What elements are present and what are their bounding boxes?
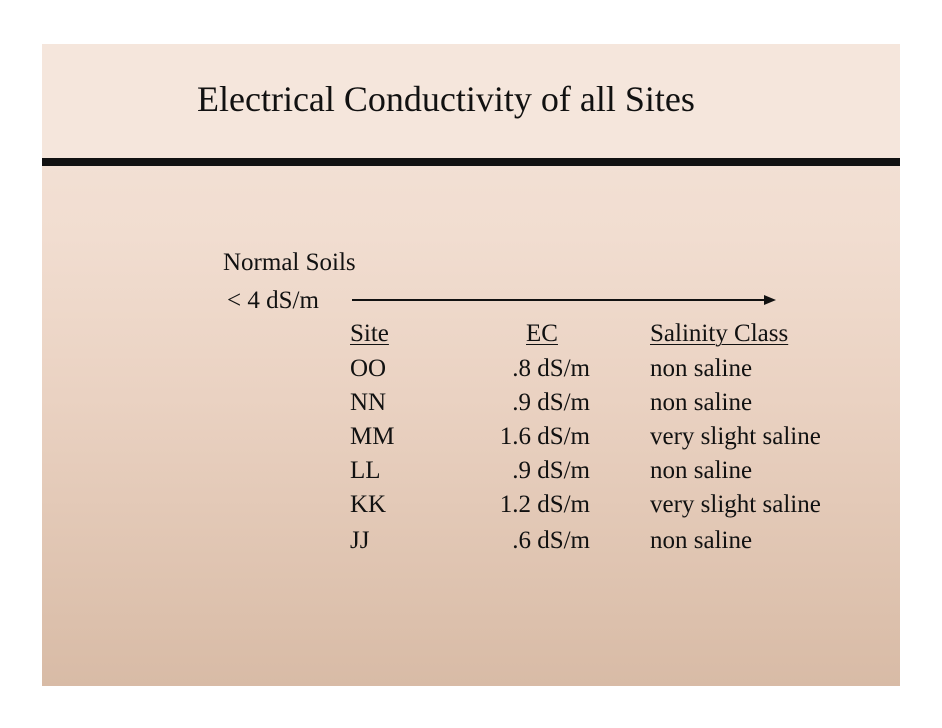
cell-salinity-class: very slight saline	[650, 423, 821, 450]
normal-soils-label: Normal Soils	[223, 249, 356, 276]
cell-site: LL	[350, 457, 381, 484]
cell-salinity-class: non saline	[650, 389, 753, 416]
cell-salinity-class: non saline	[650, 527, 753, 554]
title-divider	[42, 158, 900, 166]
cell-ec: .8 dS/m	[512, 355, 590, 382]
cell-site: JJ	[350, 527, 370, 554]
cell-salinity-class: non saline	[650, 457, 753, 484]
cell-site: NN	[350, 389, 387, 416]
cell-site: KK	[350, 491, 387, 518]
cell-ec: 1.6 dS/m	[499, 423, 590, 450]
cell-salinity-class: very slight saline	[650, 491, 821, 518]
slide-title: Electrical Conductivity of all Sites	[197, 79, 695, 119]
title-band	[42, 44, 900, 158]
cell-ec: .9 dS/m	[512, 389, 590, 416]
cell-site: OO	[350, 355, 387, 382]
cell-ec: .9 dS/m	[512, 457, 590, 484]
header-ec: EC	[526, 320, 558, 347]
threshold-label: < 4 dS/m	[227, 287, 319, 314]
cell-ec: .6 dS/m	[512, 527, 590, 554]
header-site: Site	[350, 320, 389, 347]
header-salinity-class: Salinity Class	[650, 320, 789, 347]
slide	[42, 44, 900, 686]
cell-salinity-class: non saline	[650, 355, 753, 382]
cell-ec: 1.2 dS/m	[499, 491, 590, 518]
cell-site: MM	[350, 423, 395, 450]
arrow-right-icon	[352, 292, 782, 308]
